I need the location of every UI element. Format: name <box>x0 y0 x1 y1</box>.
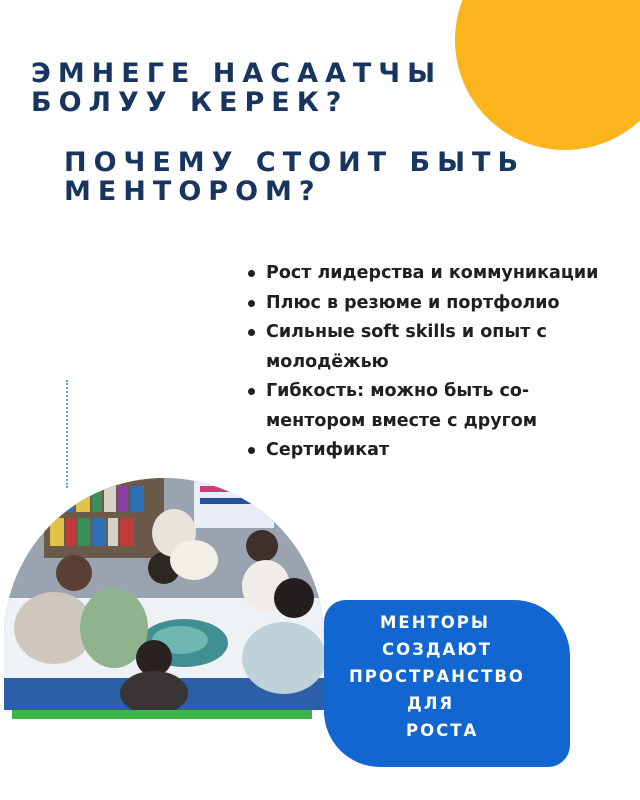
benefit-text-continued: молодёжью <box>266 351 389 372</box>
benefit-item <box>246 436 626 466</box>
benefit-item <box>246 318 626 377</box>
heading-kyrgyz <box>31 59 442 117</box>
benefits-list <box>246 259 626 466</box>
callout-line-3: ПРОСТРАНСТВО <box>349 667 525 686</box>
benefit-item <box>246 289 626 319</box>
benefit-text-continued: ментором вместе с другом <box>266 410 538 431</box>
classroom-photo <box>4 478 324 710</box>
benefit-text: Гибкость: можно быть со- <box>266 381 530 401</box>
callout-line-1: МЕНТОРЫ <box>380 613 490 632</box>
benefit-item <box>246 377 626 436</box>
yellow-circle-decoration <box>455 0 640 150</box>
heading-russian-line-2: МЕНТОРОМ? <box>64 176 322 207</box>
benefit-item <box>246 259 626 289</box>
callout-line-2: СОЗДАЮТ <box>382 640 492 659</box>
heading-russian <box>64 148 525 206</box>
callout-line-5: РОСТА <box>406 721 479 740</box>
benefit-text: Плюс в резюме и портфолио <box>266 292 560 313</box>
callout-line-4: ДЛЯ <box>407 694 455 713</box>
classroom-photo-illustration <box>4 478 324 710</box>
heading-kyrgyz-line-2: БОЛУУ КЕРЕК? <box>31 87 349 118</box>
benefit-text: Сильные soft skills и опыт с <box>266 322 547 342</box>
heading-kyrgyz-line-1: ЭМНЕГЕ НАСААТЧЫ <box>31 58 443 89</box>
dotted-line-decoration <box>66 380 68 488</box>
heading-russian-line-1: ПОЧЕМУ СТОИТ БЫТЬ <box>64 147 526 178</box>
benefit-text: Сертификат <box>266 440 390 460</box>
benefit-text: Рост лидерства и коммуникации <box>266 263 599 283</box>
callout-box <box>324 600 570 767</box>
